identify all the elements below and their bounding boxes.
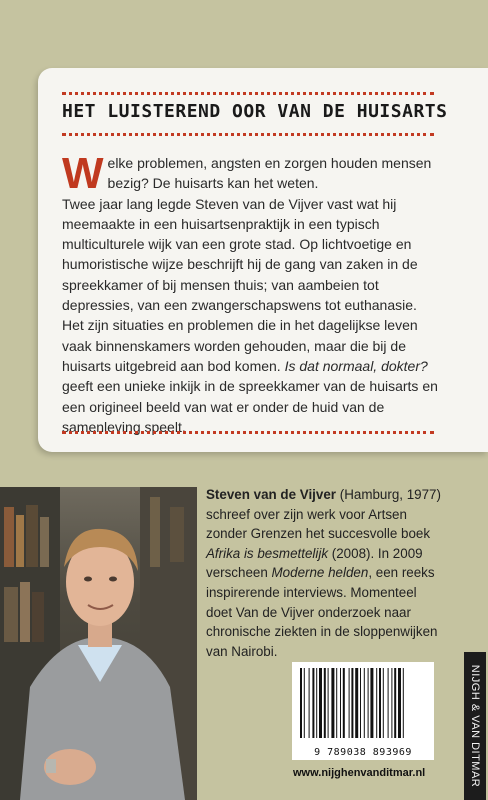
author-bio: Steven van de Vijver (Hamburg, 1977) schreef over zijn werk voor Artsen zonder Grenzen het succesvolle boek Afrika is besmettelijk (2008). In 2009 verscheen Moderne helden, een reeks inspirerende interviews. Momenteel doet Van de Vijver onderzoek naar chronische ziekten in de sloppenwijken van Nairobi. (206, 487, 441, 659)
blurb-paragraph-3: Het zijn situaties en problemen die in het dagelijkse leven vaak binnenskamers worden gehouden, maar die bij de huisarts uitgebreid aan bod komen. Is dat normaal, dokter? geeft een unieke inkijk in de spreekkamer van de huisarts en een origineel beeld van wat er onder de huid van de samenleving speelt. (62, 317, 438, 435)
blurb-paragraph-2: Twee jaar lang legde Steven van de Vijver vast wat hij meemaakte in een huisartsenpraktijk in een typisch multiculturele wijk van een grote stad. Op lichtvoetige en humoristische wijze beschrijft hij de gang van zaken in de spreekkamer of bij mensen thuis; van aambeien tot depressies, van een zwangerschapswens tot euthanasie. (62, 195, 418, 314)
book-title: HET LUISTEREND OOR VAN DE HUISARTS (62, 101, 448, 122)
blurb-paragraph-1: Welke problemen, angsten en zorgen houden mensen bezig? De huisarts kan het weten. (62, 149, 432, 198)
isbn-barcode (292, 662, 434, 760)
author-portrait-illustration (0, 487, 197, 800)
drop-cap: W (62, 149, 104, 198)
publisher-url[interactable]: www.nijghenvanditmar.nl (293, 767, 426, 779)
dotted-divider-bottom (62, 431, 434, 434)
dotted-divider-middle (62, 133, 434, 136)
author-name: Steven van de Vijver (206, 487, 337, 502)
dotted-divider-top (62, 92, 434, 95)
book-title-afrika: Afrika is besmettelijk (206, 545, 329, 561)
book-title-moderne-helden: Moderne helden (271, 565, 369, 581)
author-photo (0, 487, 197, 800)
publisher-name: NIJGH & VAN DITMAR (469, 664, 481, 788)
blurb-text (62, 149, 440, 437)
isbn-number: 9 789038 893969 (314, 747, 412, 758)
barcode-icon (292, 662, 434, 742)
publisher-logo (464, 652, 486, 800)
